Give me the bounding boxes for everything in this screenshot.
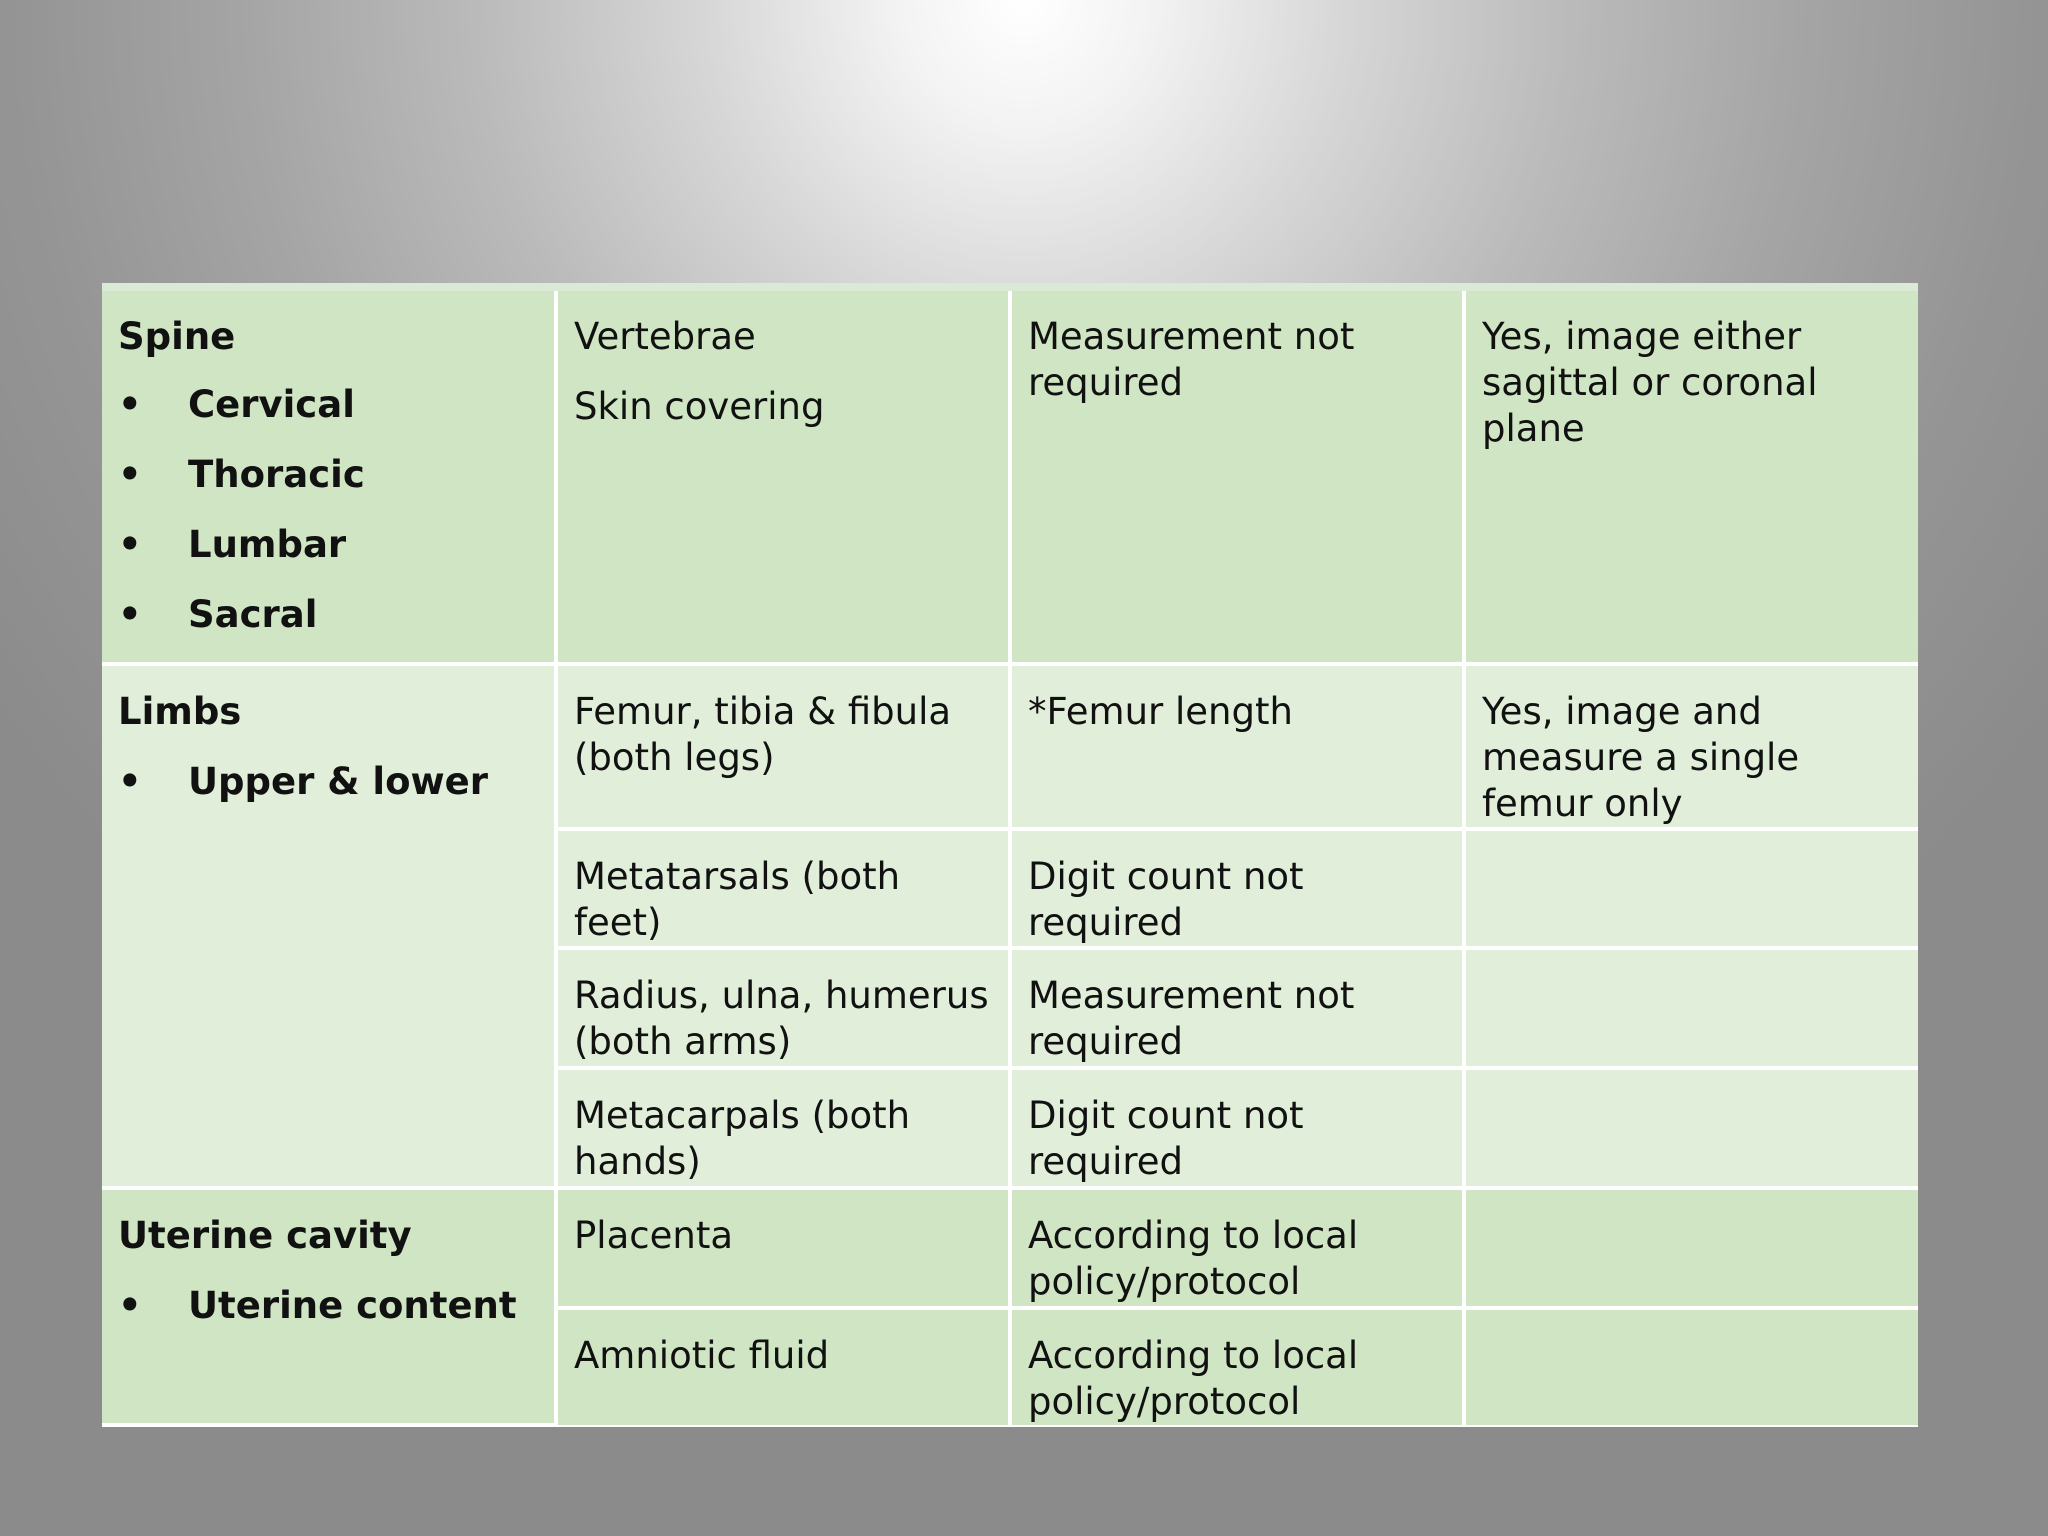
structures-cell: Placenta [556, 1188, 1010, 1308]
list-item: • Sacral [118, 592, 542, 638]
anatomy-checklist-table [102, 283, 1918, 1427]
subcategory-list [118, 1283, 542, 1329]
structures-cell: Femur, tibia & fibula (both legs) [556, 664, 1010, 829]
structures-cell [556, 287, 1010, 664]
category-cell-uterine-cavity [102, 1188, 556, 1425]
image-cell: Yes, image and measure a single femur only [1464, 664, 1918, 829]
structures-cell: Metacarpals (both hands) [556, 1068, 1010, 1188]
category-title: Limbs [118, 690, 242, 733]
structures-cell: Metatarsals (both feet) [556, 829, 1010, 948]
list-item: • Uterine content [118, 1283, 542, 1329]
category-title: Uterine cavity [118, 1214, 412, 1257]
list-item: • Upper & lower [118, 759, 542, 805]
list-item: • Thoracic [118, 452, 542, 498]
measurement-cell: According to local policy/protocol [1010, 1308, 1464, 1425]
table-row [102, 664, 1918, 829]
category-cell-limbs [102, 664, 556, 1188]
list-item: • Cervical [118, 382, 542, 428]
measurement-cell: Digit count not required [1010, 829, 1464, 948]
image-cell [1464, 1188, 1918, 1308]
image-cell [1464, 948, 1918, 1068]
table-row [102, 1188, 1918, 1308]
image-cell [1464, 829, 1918, 948]
subcategory-list [118, 382, 542, 638]
measurement-cell: According to local policy/protocol [1010, 1188, 1464, 1308]
structures-cell: Radius, ulna, humerus (both arms) [556, 948, 1010, 1068]
structure-text: Skin covering [574, 385, 825, 428]
subcategory-list [118, 759, 542, 805]
image-cell [1464, 1068, 1918, 1188]
category-title: Spine [118, 315, 236, 358]
measurement-cell: Digit count not required [1010, 1068, 1464, 1188]
list-item: • Lumbar [118, 522, 542, 568]
measurement-cell: *Femur length [1010, 664, 1464, 829]
measurement-cell: Measurement not required [1010, 948, 1464, 1068]
table-row [102, 287, 1918, 664]
image-cell: Yes, image either sagittal or coronal plane [1464, 287, 1918, 664]
measurement-cell: Measurement not required [1010, 287, 1464, 664]
category-cell-spine [102, 287, 556, 664]
structure-text: Vertebrae [574, 315, 756, 358]
structures-cell: Amniotic fluid [556, 1308, 1010, 1425]
image-cell [1464, 1308, 1918, 1425]
